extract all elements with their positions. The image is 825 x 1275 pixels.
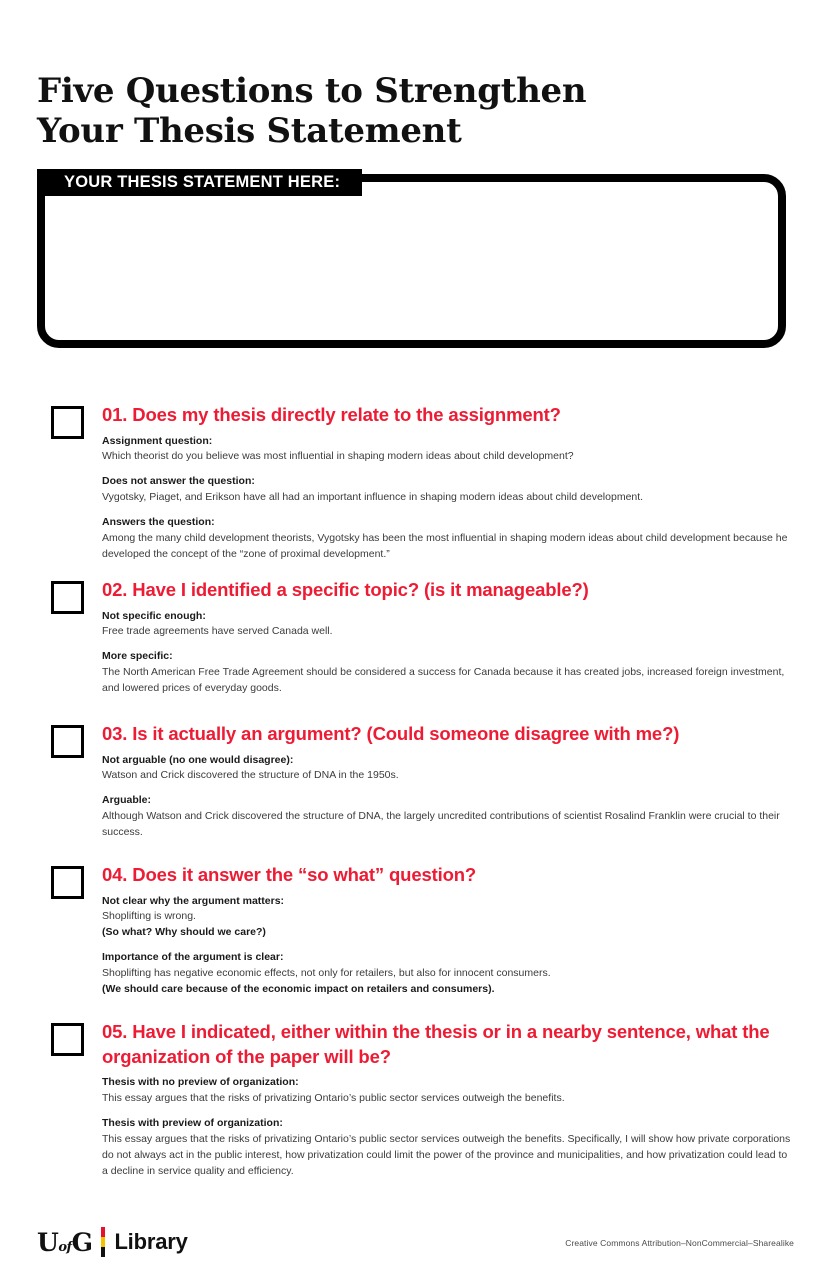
example-text: Shoplifting has negative economic effects, not only for retailers, but also for innocent consumers.	[102, 967, 551, 979]
thesis-statement-input[interactable]	[37, 174, 786, 348]
example-text: The North American Free Trade Agreement should be considered a success for Canada because it has created jobs, increased foreign investment, and lowered prices of everyday goods.	[102, 666, 785, 694]
checkbox-question-05[interactable]	[51, 1023, 84, 1056]
question-04-heading: 04. Does it answer the “so what” question?	[102, 864, 477, 885]
uofg-wordmark	[37, 1227, 93, 1257]
example-label: Does not answer the question:	[102, 475, 255, 488]
question-03-heading: 03. Is it actually an argument? (Could someone disagree with me?)	[102, 723, 680, 744]
logo-letter-of: of	[58, 1239, 72, 1255]
example-assignment-question	[102, 434, 791, 466]
example-text: Free trade agreements have served Canada well.	[102, 625, 333, 638]
question-block-01	[51, 403, 791, 563]
example-label: Importance of the argument is clear:	[102, 951, 284, 964]
checkbox-question-02[interactable]	[51, 581, 84, 614]
example-not-arguable	[102, 753, 791, 785]
example-with-preview	[102, 1116, 791, 1180]
question-02-heading: 02. Have I identified a specific topic? (is it manageable?)	[102, 579, 589, 600]
example-text: Among the many child development theorists, Vygotsky has been the most influential in shaping modern ideas about child development because he developed the concept of the “zone of proximal development.”	[102, 531, 788, 560]
question-block-03	[51, 722, 791, 841]
page-title	[37, 71, 737, 152]
page-title-line-2: Your Thesis Statement	[37, 111, 462, 152]
question-block-04	[51, 863, 791, 998]
example-arguable	[102, 793, 791, 841]
checkbox-question-04[interactable]	[51, 866, 84, 899]
example-label: More specific:	[102, 650, 173, 663]
example-label: Assignment question:	[102, 434, 213, 447]
example-not-specific	[102, 609, 791, 641]
example-label: Thesis with preview of organization:	[102, 1116, 283, 1129]
example-text: Although Watson and Crick discovered the structure of DNA, the largely uncredited contributions of scientist Rosalind Franklin were crucial to their success.	[102, 810, 780, 838]
example-text: Shoplifting is wrong.	[102, 910, 196, 923]
logo-bar-black	[101, 1247, 105, 1257]
question-01-heading-emphasis: directly	[270, 404, 336, 425]
question-01-body	[102, 403, 791, 563]
logo-library-text: Library	[114, 1229, 188, 1254]
example-label: Not arguable (no one would disagree):	[102, 753, 294, 766]
example-label: Not specific enough:	[102, 609, 206, 622]
example-label: Thesis with no preview of organization:	[102, 1076, 299, 1089]
example-aside: (So what? Why should we care?)	[102, 926, 266, 939]
page-title-line-1: Five Questions to Strengthen	[37, 70, 587, 111]
logo-divider-bar-icon	[101, 1227, 105, 1257]
question-01-heading-post: relate to the assignment?	[335, 404, 561, 425]
question-04-body	[102, 863, 791, 998]
question-02-body	[102, 578, 791, 697]
example-text: Watson and Crick discovered the structure of DNA in the 1950s.	[102, 769, 399, 782]
example-importance-clear	[102, 950, 791, 998]
example-label: Not clear why the argument matters:	[102, 894, 285, 907]
example-label: Answers the question:	[102, 516, 215, 528]
logo-bar-yellow	[101, 1237, 105, 1247]
logo-letter-g: G	[71, 1227, 93, 1257]
checkbox-question-01[interactable]	[51, 406, 84, 439]
checkbox-question-03[interactable]	[51, 725, 84, 758]
thesis-statement-label: YOUR THESIS STATEMENT HERE:	[37, 169, 362, 196]
question-01-heading-pre: 01. Does my thesis	[102, 404, 271, 425]
example-text: This essay argues that the risks of privatizing Ontario’s public sector services outweigh the benefits. Specifically, I will show how private corporations do not always act in the public interest, how privatization could limit the power of the province and municipalities, and how privatization could lead to a decline in service quality and efficiency.	[102, 1132, 791, 1177]
page-footer	[0, 1205, 825, 1275]
question-block-02	[51, 578, 791, 697]
question-03-body	[102, 722, 791, 841]
example-does-not-answer	[102, 474, 791, 506]
question-05-heading: 05. Have I indicated, either within the thesis or in a nearby sentence, what the organization of the paper will be?	[102, 1021, 770, 1067]
example-text: Vygotsky, Piaget, and Erikson have all had an important influence in shaping modern ideas about child development.	[102, 491, 644, 504]
example-text: Which theorist do you believe was most influential in shaping modern ideas about child development?	[102, 450, 574, 463]
logo-letter-u: U	[37, 1227, 59, 1257]
question-01-heading	[102, 403, 791, 428]
license-text: Creative Commons Attribution–NonCommercial–Sharealike	[565, 1238, 794, 1248]
example-aside: (We should care because of the economic impact on retailers and consumers).	[102, 982, 495, 995]
logo-bar-red	[101, 1227, 105, 1237]
example-more-specific	[102, 649, 791, 697]
question-05-body	[102, 1020, 791, 1180]
example-label: Arguable:	[102, 794, 152, 807]
question-block-05	[51, 1020, 791, 1180]
example-answers-question	[102, 515, 791, 563]
example-not-clear-why	[102, 894, 791, 942]
example-text: This essay argues that the risks of privatizing Ontario’s public sector services outweigh the benefits.	[102, 1091, 565, 1104]
uofg-library-logo	[37, 1227, 188, 1257]
example-no-preview	[102, 1075, 791, 1107]
